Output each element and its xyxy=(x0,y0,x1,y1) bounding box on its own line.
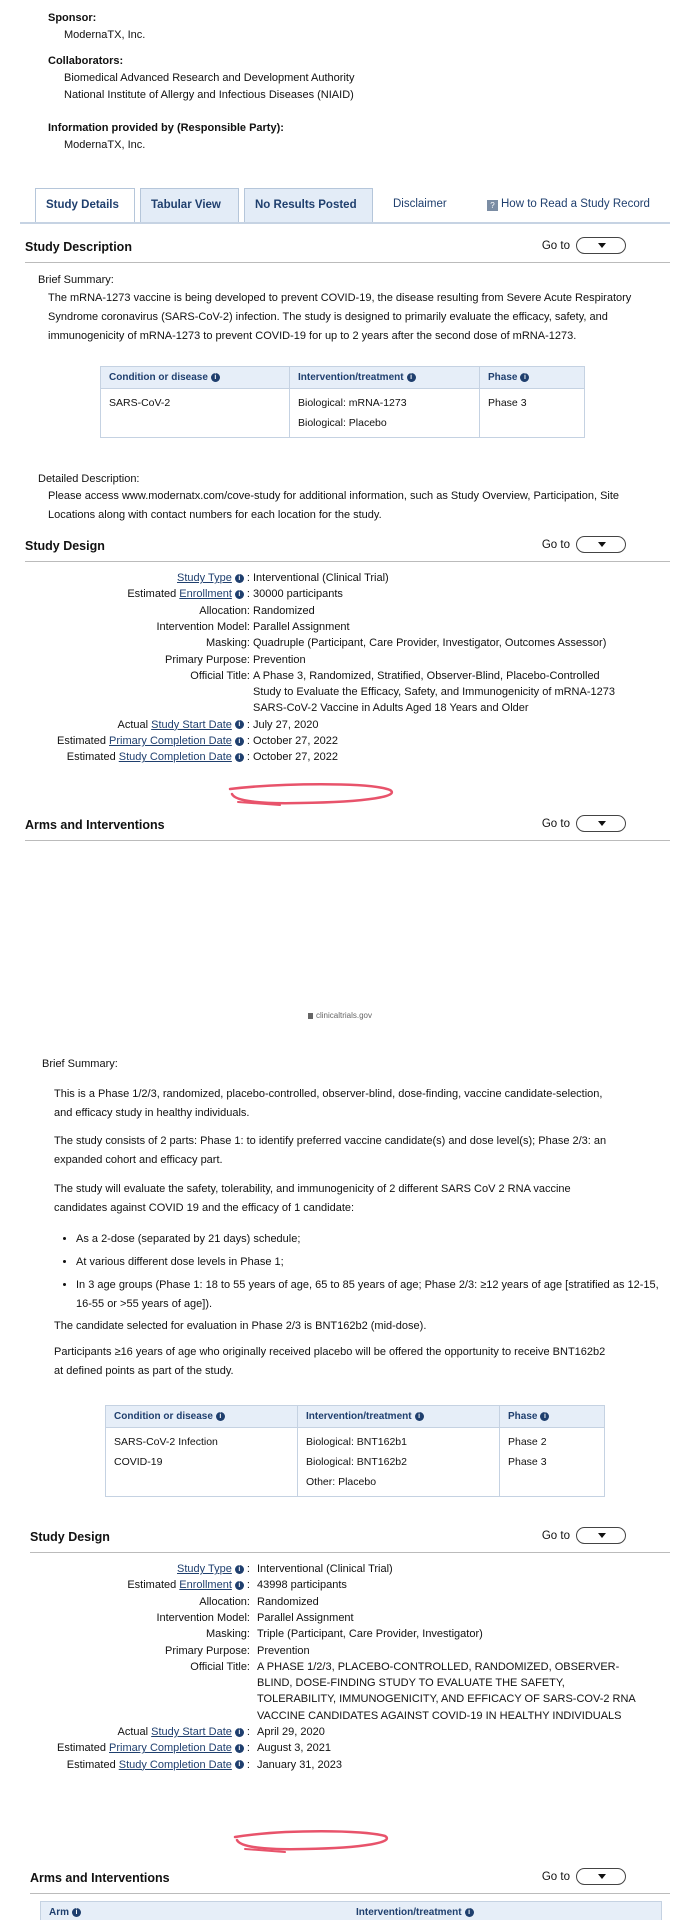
header-condition: Condition or disease i xyxy=(106,1406,298,1428)
design-row-value: Study to Evaluate the Efficacy, Safety, and Immunogenicity of mRNA-1273 xyxy=(253,686,615,699)
design-row-value: BLIND, DOSE-FINDING STUDY TO EVALUATE THE SAFETY, xyxy=(257,1677,565,1690)
label-prefix: Primary Purpose: xyxy=(165,1644,250,1657)
goto-label: Go to xyxy=(541,818,570,830)
intervention-cell xyxy=(298,1428,500,1497)
design-row-value: Triple (Participant, Care Provider, Investigator) xyxy=(257,1628,483,1641)
summary-line: The study consists of 2 parts: Phase 1: to identify preferred vaccine candidate(s) and dose level(s); Phase 2/3: an xyxy=(54,1135,607,1147)
section-title: Study Design xyxy=(30,1530,110,1544)
bullet-item: • At various different dose levels in Phase 1; xyxy=(76,1253,676,1272)
screenshot-gap xyxy=(0,860,680,1005)
goto-label: Go to xyxy=(541,1530,570,1542)
label-colon: : xyxy=(243,572,250,584)
header-condition: Condition or disease i xyxy=(101,367,290,389)
goto-label: Go to xyxy=(541,240,570,252)
info-icon[interactable]: i xyxy=(235,590,244,599)
conditions-table xyxy=(105,1405,605,1497)
design-row-value: July 27, 2020 xyxy=(253,718,319,731)
summary-paragraph-2 xyxy=(54,1132,606,1170)
design-row-value: Randomized xyxy=(257,1595,319,1608)
label-prefix: Masking: xyxy=(205,637,250,650)
label-prefix: Official Title: xyxy=(190,669,250,682)
design-row-value: A PHASE 1/2/3, PLACEBO-CONTROLLED, RANDOMIZED, OBSERVER- xyxy=(257,1660,620,1673)
goto-dropdown-button[interactable] xyxy=(576,536,626,553)
label-prefix: Allocation: xyxy=(199,604,250,617)
disclaimer-link[interactable]: Disclaimer xyxy=(393,198,447,210)
goto-dropdown-button[interactable] xyxy=(576,1527,626,1544)
header-phase: Phase i xyxy=(480,367,585,389)
info-icon: i xyxy=(415,1412,424,1421)
info-icon: i xyxy=(72,1908,81,1917)
section-title: Study Description xyxy=(25,240,132,254)
label-colon: : xyxy=(243,751,250,764)
phase-cell xyxy=(500,1428,605,1497)
tab-divider xyxy=(20,222,670,224)
glossary-link[interactable]: Study Type xyxy=(177,572,232,584)
bullet-item: • As a 2-dose (separated by 21 days) schedule; xyxy=(76,1230,676,1249)
info-icon[interactable]: i xyxy=(235,1760,244,1769)
conditions-table xyxy=(100,366,585,438)
label-colon: : xyxy=(243,1758,250,1771)
glossary-link[interactable]: Study Start Date xyxy=(151,1726,232,1738)
intervention-item: Biological: mRNA-1273 xyxy=(298,397,407,409)
brief-summary-label: Brief Summary: xyxy=(42,1058,118,1070)
how-to-read-link[interactable] xyxy=(487,188,650,222)
tab-study-details[interactable]: Study Details xyxy=(35,188,135,222)
label-colon: : xyxy=(243,718,250,731)
label-colon: : xyxy=(243,1726,250,1738)
design-row-value: 30000 participants xyxy=(253,588,343,601)
glossary-link[interactable]: Primary Completion Date xyxy=(109,735,232,747)
label-prefix: Estimated xyxy=(66,751,119,764)
condition-cell: SARS-CoV-2 xyxy=(101,389,290,438)
collaborator-item: Biomedical Advanced Research and Development Authority xyxy=(64,72,355,84)
design-row-value: Interventional (Clinical Trial) xyxy=(257,1563,393,1575)
detailed-line: Please access www.modernatx.com/cove-study for additional information, such as Study Overview, Participation, Site xyxy=(48,490,620,502)
design-row-value: A Phase 3, Randomized, Stratified, Observer-Blind, Placebo-Controlled xyxy=(253,669,600,682)
design-row-value: TOLERABILITY, IMMUNOGENICITY, AND EFFICACY OF SARS-COV-2 RNA xyxy=(257,1693,636,1706)
design-row-value: Parallel Assignment xyxy=(253,620,350,633)
goto-dropdown-button[interactable] xyxy=(576,1868,626,1885)
goto-dropdown-button[interactable] xyxy=(576,237,626,254)
info-icon: i xyxy=(465,1908,474,1917)
label-prefix: Masking: xyxy=(205,1628,250,1641)
collaborators-block xyxy=(48,53,354,104)
design-row-value: October 27, 2022 xyxy=(253,735,339,747)
section-title: Arms and Interventions xyxy=(25,818,165,832)
info-icon[interactable]: i xyxy=(235,753,244,762)
label-prefix: Estimated xyxy=(66,1758,119,1771)
label-colon: : xyxy=(243,1563,250,1575)
label-prefix: Intervention Model: xyxy=(156,1611,250,1624)
design-row-value: 43998 participants xyxy=(257,1579,347,1592)
label-prefix: Primary Purpose: xyxy=(165,653,250,666)
info-icon[interactable]: i xyxy=(235,720,244,729)
collaborators-label: Collaborators: xyxy=(48,55,124,67)
label-prefix: Actual xyxy=(117,718,152,731)
summary-paragraph-3 xyxy=(54,1180,571,1218)
condition-item: COVID-19 xyxy=(114,1456,163,1468)
highlight-circle xyxy=(220,780,400,810)
study-design-table xyxy=(0,569,680,809)
info-icon: i xyxy=(407,373,416,382)
info-icon[interactable]: i xyxy=(235,737,244,746)
study-design-heading xyxy=(25,539,670,562)
goto-dropdown-button[interactable] xyxy=(576,815,626,832)
design-row-value: VACCINE CANDIDATES AGAINST COVID-19 IN HEALTHY INDIVIDUALS xyxy=(257,1709,622,1722)
label-prefix: Estimated xyxy=(127,1579,180,1592)
sponsor-value: ModernaTX, Inc. xyxy=(64,29,146,41)
condition-item: SARS-CoV-2 Infection xyxy=(114,1436,218,1448)
summary-paragraph-5 xyxy=(54,1343,605,1381)
summary-paragraph-1 xyxy=(54,1085,602,1123)
glossary-link[interactable]: Study Completion Date xyxy=(118,751,232,764)
label-prefix: Estimated xyxy=(127,588,180,601)
phase-item: Phase 3 xyxy=(508,1456,547,1468)
study-description-heading xyxy=(25,240,670,263)
url-text: clinicaltrials.gov xyxy=(315,1011,373,1020)
design-row-label xyxy=(67,1756,250,1775)
label-prefix: Official Title: xyxy=(190,1660,250,1673)
summary-line: expanded cohort and efficacy part. xyxy=(54,1154,223,1166)
lock-icon xyxy=(308,1013,313,1019)
design-row-value: August 3, 2021 xyxy=(257,1742,332,1755)
glossary-link[interactable]: Enrollment xyxy=(179,1579,232,1592)
condition-cell xyxy=(106,1428,298,1497)
brief-summary-label: Brief Summary: xyxy=(38,274,114,286)
tab-tabular-view[interactable]: Tabular View xyxy=(140,188,239,222)
highlight-circle xyxy=(225,1827,395,1857)
responsible-party-block xyxy=(48,120,284,154)
design-row-value: January 31, 2023 xyxy=(257,1758,343,1771)
intervention-item: Biological: Placebo xyxy=(298,417,387,429)
brief-line: immunogenicity of mRNA-1273 to prevent COVID-19 for up to 2 years after the second dose of mRNA-1273. xyxy=(48,330,577,342)
sponsor-block xyxy=(48,10,145,44)
tab-no-results[interactable]: No Results Posted xyxy=(244,188,373,222)
info-icon: i xyxy=(540,1412,549,1421)
design-row-label xyxy=(67,748,250,767)
brief-line: Syndrome coronavirus (SARS-CoV-2) infection. The study is designed to primarily evaluate the efficacy, safety, and xyxy=(48,311,608,323)
header-intervention: Intervention/treatment i xyxy=(290,367,480,389)
glossary-link[interactable]: Study Start Date xyxy=(151,718,232,731)
info-icon[interactable]: i xyxy=(235,574,244,583)
glossary-link[interactable]: Study Completion Date xyxy=(118,1758,232,1771)
help-icon: ? xyxy=(487,200,498,211)
label-prefix: Estimated xyxy=(57,1742,109,1755)
design-row-value: October 27, 2022 xyxy=(253,751,339,764)
design-row-value: SARS-CoV-2 Vaccine in Adults Aged 18 Years and Older xyxy=(253,702,529,715)
label-prefix: Estimated xyxy=(57,735,109,747)
info-icon[interactable]: i xyxy=(235,1581,244,1590)
section-title: Study Design xyxy=(25,539,105,553)
header-intervention: Intervention/treatment i xyxy=(356,1902,474,1920)
design-row-value: Interventional (Clinical Trial) xyxy=(253,572,389,584)
responsible-party-label: Information provided by (Responsible Party): xyxy=(48,122,284,134)
goto-label: Go to xyxy=(541,1871,570,1883)
summary-line: and efficacy study in healthy individuals. xyxy=(54,1107,250,1119)
section-title: Arms and Interventions xyxy=(30,1871,170,1885)
header-intervention: Intervention/treatment i xyxy=(298,1406,500,1428)
goto-label: Go to xyxy=(541,539,570,551)
glossary-link[interactable]: Study Type xyxy=(177,1563,232,1575)
brief-line: The mRNA-1273 vaccine is being developed to prevent COVID-19, the disease resulting from Severe Acute Respiratory xyxy=(48,292,632,304)
label-prefix: Actual xyxy=(117,1726,152,1738)
arms-heading xyxy=(30,1871,670,1894)
design-row-value: Parallel Assignment xyxy=(257,1611,354,1624)
phase-item: Phase 2 xyxy=(508,1436,547,1448)
info-icon[interactable]: i xyxy=(235,1565,244,1574)
intervention-item: Other: Placebo xyxy=(306,1476,377,1488)
how-to-read-label: How to Read a Study Record xyxy=(501,198,650,210)
sponsor-label: Sponsor: xyxy=(48,12,97,24)
glossary-link[interactable]: Enrollment xyxy=(179,588,232,601)
summary-line: at defined points as part of the study. xyxy=(54,1365,234,1377)
detailed-description-label: Detailed Description: xyxy=(38,473,140,485)
intervention-cell xyxy=(290,389,480,438)
label-colon: : xyxy=(243,1579,250,1592)
intervention-item: Biological: BNT162b1 xyxy=(306,1436,407,1448)
design-row-value: Randomized xyxy=(253,604,315,617)
info-icon[interactable]: i xyxy=(235,1728,244,1737)
responsible-party-value: ModernaTX, Inc. xyxy=(64,139,146,151)
arms-table-header xyxy=(40,1901,662,1920)
label-prefix: Intervention Model: xyxy=(156,620,250,633)
study-design-heading xyxy=(30,1530,670,1553)
top-screenshot xyxy=(0,0,680,860)
study-design-table xyxy=(5,1560,680,1830)
summary-line: candidates against COVID 19 and the efficacy of 1 candidate: xyxy=(54,1202,355,1214)
url-bar xyxy=(0,1005,680,1027)
design-row xyxy=(0,748,680,767)
summary-paragraph-4: The candidate selected for evaluation in Phase 2/3 is BNT162b2 (mid-dose). xyxy=(54,1320,427,1332)
design-row xyxy=(5,1756,680,1775)
header-arm: Arm i xyxy=(49,1902,81,1920)
collaborator-item: National Institute of Allergy and Infectious Diseases (NIAID) xyxy=(64,89,354,101)
design-row-value: Quadruple (Participant, Care Provider, Investigator, Outcomes Assessor) xyxy=(253,637,607,650)
info-icon: i xyxy=(216,1412,225,1421)
label-colon: : xyxy=(243,735,250,747)
bottom-screenshot xyxy=(0,1005,680,1920)
detailed-line: Locations along with contact numbers for each location for the study. xyxy=(48,509,382,521)
glossary-link[interactable]: Primary Completion Date xyxy=(109,1742,232,1755)
design-row-value: Prevention xyxy=(253,653,306,666)
info-icon: i xyxy=(211,373,220,382)
record-tabs xyxy=(35,188,665,222)
header-phase: Phase i xyxy=(500,1406,605,1428)
design-row-value: Prevention xyxy=(257,1644,310,1657)
phase-cell: Phase 3 xyxy=(480,389,585,438)
detailed-description-text xyxy=(48,487,619,525)
arms-heading xyxy=(25,818,670,841)
intervention-item: Biological: BNT162b2 xyxy=(306,1456,407,1468)
info-icon: i xyxy=(520,373,529,382)
summary-line: The study will evaluate the safety, tolerability, and immunogenicity of 2 different SARS CoV 2 RNA vaccine xyxy=(54,1183,571,1195)
brief-summary-text xyxy=(48,289,631,346)
design-row-value: April 29, 2020 xyxy=(257,1726,325,1738)
bullet-item: • In 3 age groups (Phase 1: 18 to 55 years of age, 65 to 85 years of age; Phase 2/3: ≥12 years of age [stratified as 12-15, 16-55 or >55 years of age]). xyxy=(76,1276,676,1314)
label-prefix: Allocation: xyxy=(199,1595,250,1608)
label-colon: : xyxy=(243,588,250,601)
info-icon[interactable]: i xyxy=(235,1744,244,1753)
label-colon: : xyxy=(243,1742,250,1755)
summary-line: Participants ≥16 years of age who originally received placebo will be offered the opportunity to receive BNT162b2 xyxy=(54,1346,606,1358)
summary-line: This is a Phase 1/2/3, randomized, placebo-controlled, observer-blind, dose-finding, vaccine candidate-selection, xyxy=(54,1088,603,1100)
summary-bullet-list xyxy=(58,1230,676,1318)
